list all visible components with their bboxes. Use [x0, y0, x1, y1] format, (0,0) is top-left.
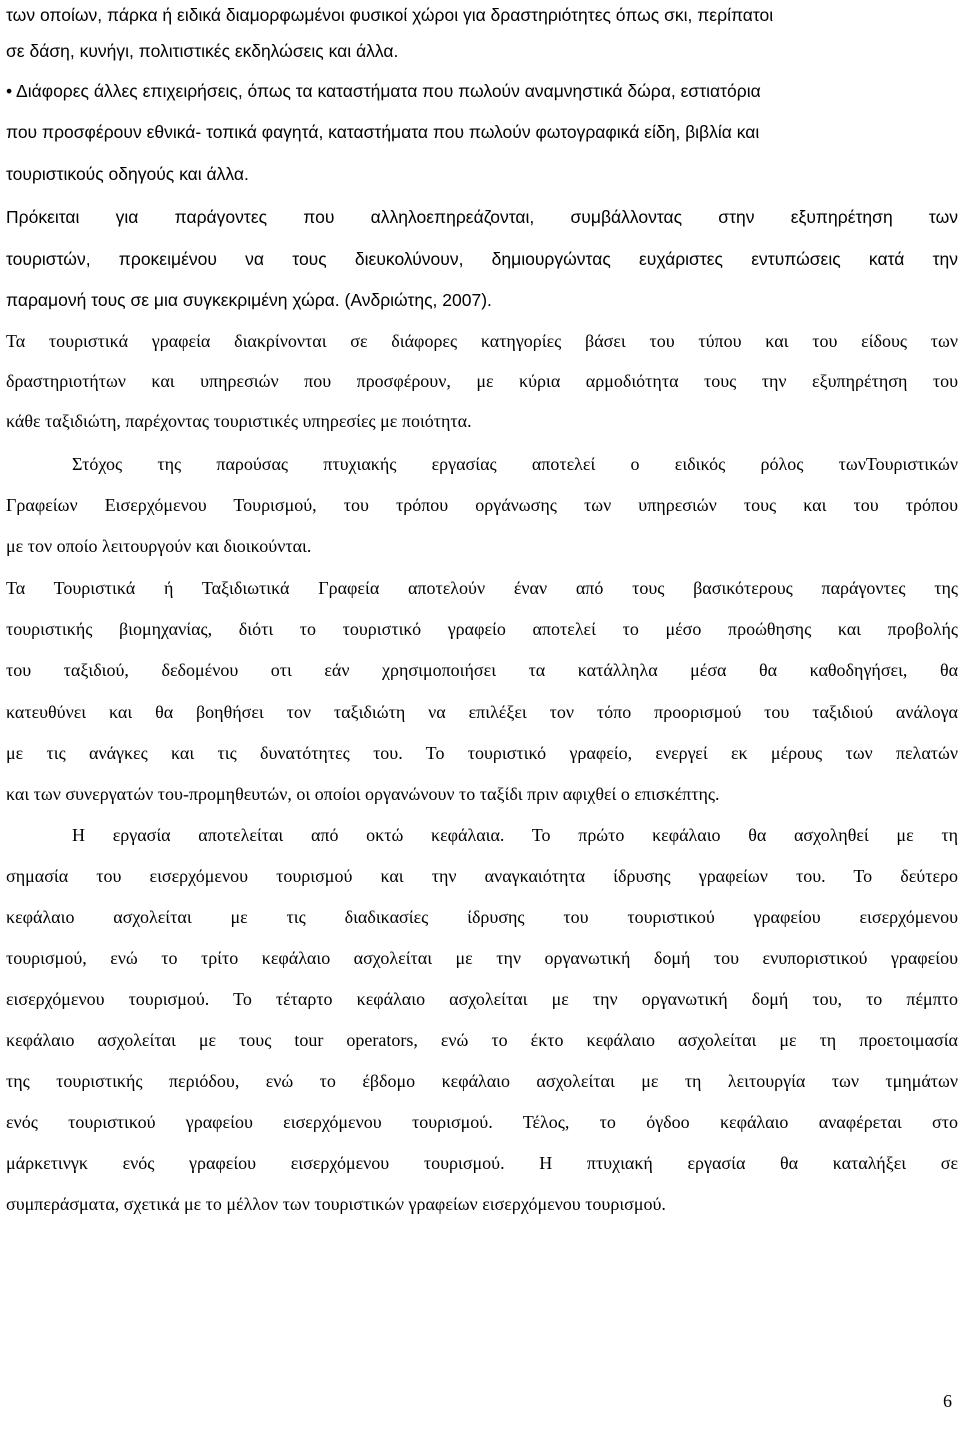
paragraph-line: συμπεράσματα, σχετικά με το μέλλον των τουριστικών γραφείων εισερχόμενου τουρισμού. — [6, 1194, 666, 1214]
paragraph-line: κεφάλαιο ασχολείται με τους tour operators, ενώ το έκτο κεφάλαιο ασχολείται με τη προετοιμασία — [6, 1030, 958, 1050]
paragraph-line: του ταξιδιού, δεδομένου οτι εάν χρησιμοποιήσει τα κατάλληλα μέσα θα καθοδηγήσει, θα — [6, 660, 958, 680]
paragraph-line: Γραφείων Εισερχόμενου Τουρισμού, του τρόπου οργάνωσης των υπηρεσιών τους και του τρόπου — [6, 495, 958, 515]
paragraph-line: Η εργασία αποτελείται από οκτώ κεφάλαια. Το πρώτο κεφάλαιο θα ασχοληθεί με τη — [72, 825, 958, 845]
paragraph-line: παραμονή τους σε μια συγκεκριμένη χώρα. (Ανδριώτης, 2007). — [6, 290, 492, 310]
paragraph-line: σημασία του εισερχόμενου τουρισμού και την αναγκαιότητα ίδρυσης γραφείων του. Το δεύτερο — [6, 866, 958, 886]
paragraph-line: και των συνεργατών του-προμηθευτών, οι οποίοι οργανώνουν το ταξίδι πριν αφιχθεί ο επισκέπτης. — [6, 784, 720, 804]
paragraph-line: μάρκετινγκ ενός γραφείου εισερχόμενου τουρισμού. Η πτυχιακή εργασία θα καταλήξει σε — [6, 1153, 958, 1173]
paragraph-line: τουριστικής βιομηχανίας, διότι το τουριστικό γραφείο αποτελεί το μέσο προώθησης και προβολής — [6, 619, 958, 639]
paragraph-line: δραστηριοτήτων και υπηρεσιών που προσφέρουν, με κύρια αρμοδιότητα τους την εξυπηρέτηση του — [6, 371, 958, 391]
paragraph-line: με τις ανάγκες και τις δυνατότητες του. Το τουριστικό γραφείο, ενεργεί εκ μέρους των πελατών — [6, 743, 958, 763]
paragraph-line: κεφάλαιο ασχολείται με τις διαδικασίες ίδρυσης του τουριστικού γραφείου εισερχόμενου — [6, 907, 958, 927]
paragraph-line: Πρόκειται για παράγοντες που αλληλοεπηρεάζονται, συμβάλλοντας στην εξυπηρέτηση των — [6, 207, 958, 227]
paragraph-line: με τον οποίο λειτουργούν και διοικούνται. — [6, 536, 312, 556]
paragraph-line: Στόχος της παρούσας πτυχιακής εργασίας αποτελεί ο ειδικός ρόλος τωνΤουριστικών — [72, 454, 958, 474]
paragraph-line: εισερχόμενου τουρισμού. Το τέταρτο κεφάλαιο ασχολείται με την οργανωτική δομή του, το πέμπτο — [6, 989, 958, 1009]
text-line: τουριστικούς οδηγούς και άλλα. — [6, 164, 249, 184]
page-number: 6 — [943, 1391, 952, 1411]
paragraph-line: τουριστών, προκειμένου να τους διευκολύνουν, δημιουργώντας ευχάριστες εντυπώσεις κατά την — [6, 249, 958, 269]
paragraph-line: κάθε ταξιδιώτη, παρέχοντας τουριστικές υπηρεσίες με ποιότητα. — [6, 411, 472, 431]
bullet-item: • Διάφορες άλλες επιχειρήσεις, όπως τα καταστήματα που πωλούν αναμνηστικά δώρα, εστιατόρια — [6, 81, 761, 101]
paragraph-line: ενός τουριστικού γραφείου εισερχόμενου τουρισμού. Τέλος, το όγδοο κεφάλαιο αναφέρεται στο — [6, 1112, 958, 1132]
text-line: των οποίων, πάρκα ή ειδικά διαμορφωμένοι φυσικοί χώροι για δραστηριότητες όπως σκι, περίπατοι — [6, 5, 774, 25]
paragraph-line: τουρισμού, ενώ το τρίτο κεφάλαιο ασχολείται με την οργανωτική δομή του ενυποριστικού γραφείου — [6, 948, 958, 968]
paragraph-line: Τα Τουριστικά ή Ταξιδιωτικά Γραφεία αποτελούν έναν από τους βασικότερους παράγοντες της — [6, 578, 958, 598]
paragraph-line: κατευθύνει και θα βοηθήσει τον ταξιδιώτη να επιλέξει τον τόπο προορισμού του ταξιδιού ανάλογα — [6, 702, 958, 722]
paragraph-line: Τα τουριστικά γραφεία διακρίνονται σε διάφορες κατηγορίες βάσει του τύπου και του είδους των — [6, 331, 958, 351]
text-line: που προσφέρουν εθνικά- τοπικά φαγητά, καταστήματα που πωλούν φωτογραφικά είδη, βιβλία και — [6, 122, 760, 142]
paragraph-line: της τουριστικής περιόδου, ενώ το έβδομο κεφάλαιο ασχολείται με τη λειτουργία των τμημάτων — [6, 1071, 958, 1091]
text-line: σε δάση, κυνήγι, πολιτιστικές εκδηλώσεις και άλλα. — [6, 41, 399, 61]
